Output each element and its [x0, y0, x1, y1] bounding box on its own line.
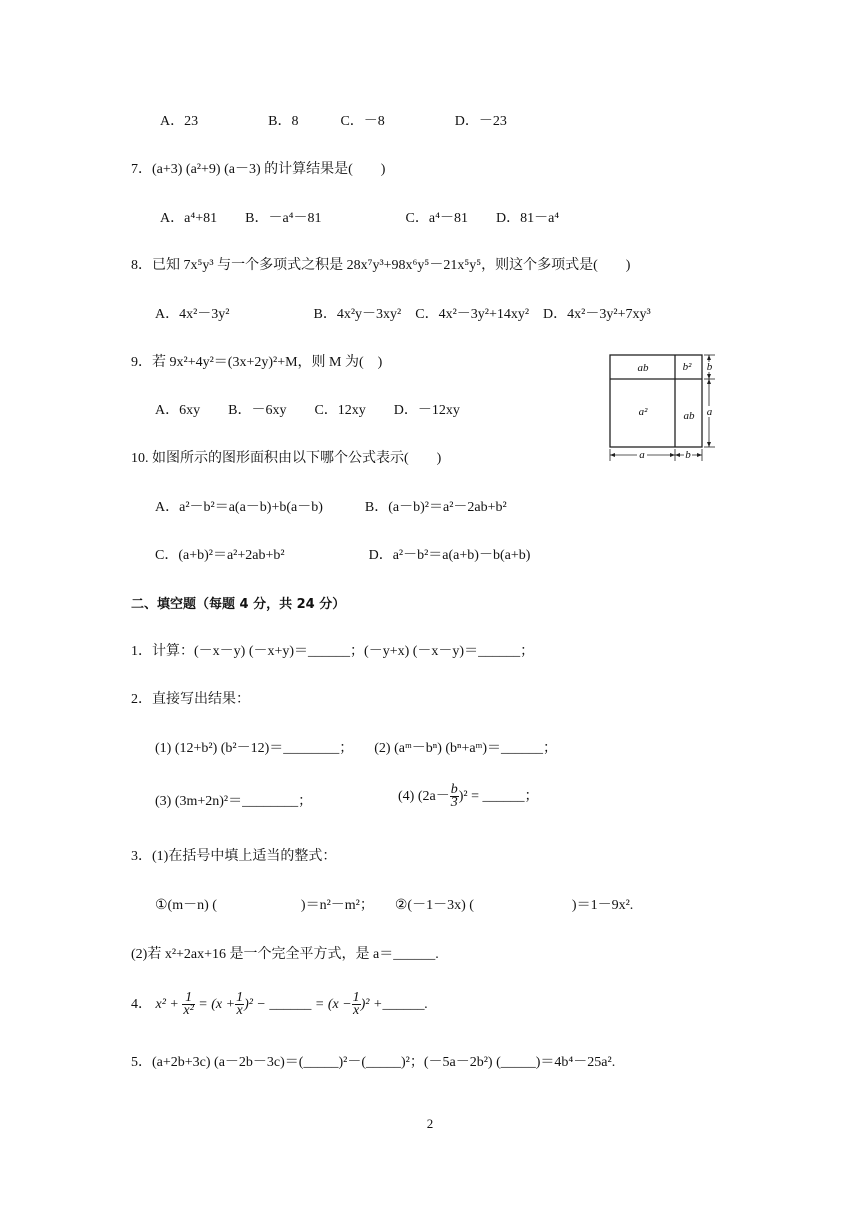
area-diagram — [605, 353, 720, 463]
fraction-b-over-3: $\frac{b}{3}$ — [450, 782, 458, 811]
fraction-1-over-x2: $\frac{1}{\text{x²}}$ — [183, 990, 194, 1019]
fraction-1-over-x-b: $\frac{1}{x}$ — [352, 990, 360, 1019]
q9-stem: 9．若 9x²+4y²＝(3x+2y)²+M，则 M 为( ) — [131, 355, 383, 370]
fill-q3-stem: 3．(1)在括号中填上适当的整式： — [131, 849, 337, 864]
q9-options: A．6xy B．－6xy C．12xy D．－12xy — [155, 403, 460, 418]
dim-a-bottom: a — [639, 449, 645, 461]
section-heading-fill-blank: 二、填空题（每题 4 分，共 24 分） — [131, 597, 346, 612]
q6-options: A．23 B．8 C．－8 D．－23 — [160, 114, 507, 129]
q10-options-cd: C．(a+b)²＝a²+2ab+b² D．a²－b²＝a(a+b)－b(a+b) — [155, 548, 531, 563]
fill-q2-items-1-2: (1) (12+b²) (b²－12)＝________； (2) (aᵐ－bⁿ) (bⁿ+aᵐ)＝______； — [155, 741, 558, 756]
dim-b-right: b — [706, 361, 713, 373]
fill-q4: 4． x² + $\frac{1}{\text{x²}}$ = (x + $\frac{1}{x}$ )² − ______ = (x − $\frac{1}{x}$ )² +______. — [131, 990, 428, 1019]
page-number: 2 — [426, 1116, 434, 1131]
dim-b-bottom: b — [685, 449, 691, 461]
fill-q2-item-3: (3) (3m+2n)²＝________； — [155, 794, 313, 809]
fill-q3-part1: ①(m－n) ( )＝n²－m²； ②(－1－3x) ( )＝1－9x². — [155, 898, 634, 913]
fill-q5: 5．(a+2b+3c) (a－2b－3c)＝(_____)²－(_____)²；(－5a－2b²) (_____)＝4b⁴－25a². — [131, 1055, 616, 1070]
q10-options-ab: A．a²－b²＝a(a－b)+b(a－b) B．(a－b)²＝a²－2ab+b² — [155, 500, 507, 515]
fill-q1: 1．计算：(－x－y) (－x+y)＝______；(－y+x) (－x－y)＝______； — [131, 644, 535, 659]
q8-options: A．4x²－3y² B．4x²y－3xy² C．4x²－3y²+14xy² D．4x²－3y²+7xy³ — [155, 307, 651, 322]
q7-options: A．a⁴+81 B．－a⁴－81 C．a⁴－81 D．81－a⁴ — [160, 211, 560, 226]
dim-a-right: a — [706, 406, 713, 418]
q7-stem: 7．(a+3) (a²+9) (a－3) 的计算结果是( ) — [131, 162, 386, 177]
fraction-1-over-x-a: $\frac{1}{x}$ — [236, 990, 244, 1019]
q8-stem: 8．已知 7x⁵y³ 与一个多项式之积是 28x⁷y³+98x⁶y⁵－21x⁵y⁵，则这个多项式是( ) — [131, 258, 631, 273]
label-a-squared: a² — [638, 406, 648, 418]
label-ab-right: ab — [683, 410, 695, 422]
fill-q3-part2: (2)若 x²+2ax+16 是一个完全平方式，是 a＝______. — [131, 947, 439, 962]
fill-q2-item-4: (4) (2a－ $\frac{b}{3}$ )² = ______； — [398, 782, 539, 811]
label-b-squared: b² — [682, 361, 692, 373]
label-ab-top: ab — [637, 362, 649, 374]
q10-stem: 10. 如图所示的图形面积由以下哪个公式表示( ) — [131, 451, 442, 466]
fill-q2-stem: 2．直接写出结果： — [131, 692, 250, 707]
